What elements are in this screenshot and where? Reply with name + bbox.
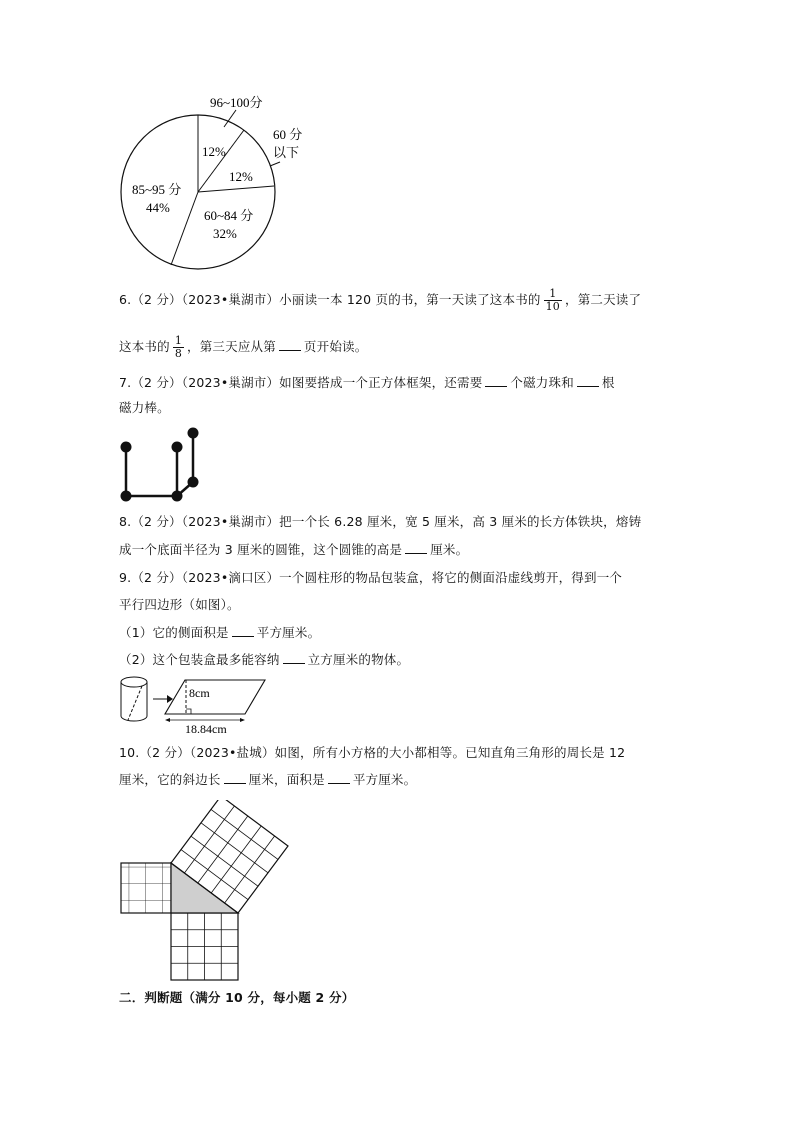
slice-60-84-pct: 32%	[213, 226, 237, 241]
answer-blank[interactable]	[328, 772, 350, 784]
magnet-bead	[172, 442, 183, 453]
slice-96-100-pct: 12%	[202, 144, 226, 159]
magnet-bead	[121, 491, 132, 502]
callout-60-below-b: 以下	[273, 145, 300, 160]
q6-line1	[119, 288, 641, 313]
cylinder-top	[121, 677, 147, 687]
q10-line1: 10.（2 分）（2023•盐城）如图，所有小方格的大小都相等。已知直角三角形的周长是 12	[119, 745, 626, 760]
pie-divider	[171, 192, 198, 265]
callout-leader	[270, 162, 280, 166]
pie-divider	[198, 186, 274, 192]
q9-line1: 9.（2 分）（2023•滴口区）一个圆柱形的物品包装盒，将它的侧面沿虚线剪开，得到一个	[119, 570, 623, 585]
q6-line2	[119, 335, 367, 360]
q6-fraction-2: $\frac{1}{8}$	[174, 334, 183, 360]
pie-chart-figure	[110, 90, 320, 275]
answer-blank[interactable]	[405, 542, 427, 554]
slice-60-84-label: 60~84 分	[204, 208, 254, 223]
slice-85-95-label: 85~95 分	[132, 182, 182, 197]
q8-line1: 8.（2 分）（2023•巢湖市）把一个长 6.28 厘米，宽 5 厘米，高 3 厘米的长方体铁块，熔铸	[119, 514, 642, 529]
q6-text: 这本书的	[119, 339, 170, 354]
section-2-title: 二．判断题（满分 10 分，每小题 2 分）	[119, 990, 355, 1005]
callout-60-below-a: 60 分	[273, 127, 303, 142]
cut-line	[128, 686, 142, 720]
pythagoras-grid-figure	[112, 800, 297, 982]
dim-arrow-icon	[165, 718, 170, 722]
height-label: 8cm	[189, 686, 210, 700]
dim-arrow-icon	[240, 718, 245, 722]
answer-blank[interactable]	[283, 652, 305, 664]
q9-line2: 平行四边形（如图）。	[119, 597, 240, 612]
slice-below60-pct: 12%	[229, 169, 253, 184]
magnet-bead	[188, 477, 199, 488]
answer-blank[interactable]	[232, 625, 254, 637]
q9-sub2: （2）这个包装盒最多能容纳 立方厘米的物体。	[119, 652, 410, 667]
slice-85-95-pct: 44%	[146, 200, 170, 215]
answer-blank[interactable]	[279, 339, 301, 351]
magnet-bead	[172, 491, 183, 502]
magnet-bead	[121, 442, 132, 453]
callout-96-100: 96~100分	[210, 95, 263, 110]
q6-fraction-1: $\frac{1}{10}$	[545, 287, 560, 313]
cylinder-net-figure	[115, 672, 275, 736]
q9-sub1: （1）它的侧面积是 平方厘米。	[119, 625, 321, 640]
magnet-bead	[188, 428, 199, 439]
q10-line2: 厘米，它的斜边长 厘米，面积是 平方厘米。	[119, 772, 417, 787]
grid-square-4x4	[171, 913, 238, 980]
q6-text: 6.（2 分）（2023•巢湖市）小丽读一本 120 页的书，第一天读了这本书的	[119, 292, 541, 307]
right-angle-mark	[186, 709, 191, 714]
cube-frame-figure	[115, 425, 205, 505]
q6-text: 页开始读。	[303, 339, 368, 354]
q6-text: ，第二天读了	[565, 292, 642, 307]
answer-blank[interactable]	[577, 375, 599, 387]
answer-blank[interactable]	[485, 375, 507, 387]
answer-blank[interactable]	[224, 772, 246, 784]
parallelogram	[165, 680, 265, 714]
q8-line2: 成一个底面半径为 3 厘米的圆锥，这个圆锥的高是 厘米。	[119, 542, 469, 557]
grid-square-3x3	[121, 863, 171, 913]
q7-line2: 磁力棒。	[119, 400, 170, 415]
cylinder-body	[121, 682, 147, 721]
base-label: 18.84cm	[185, 722, 227, 736]
q7-line1: 7.（2 分）（2023•巢湖市）如图要搭成一个正方体框架，还需要 个磁力珠和 根	[119, 375, 615, 390]
q6-text: ，第三天应从第	[187, 339, 276, 354]
